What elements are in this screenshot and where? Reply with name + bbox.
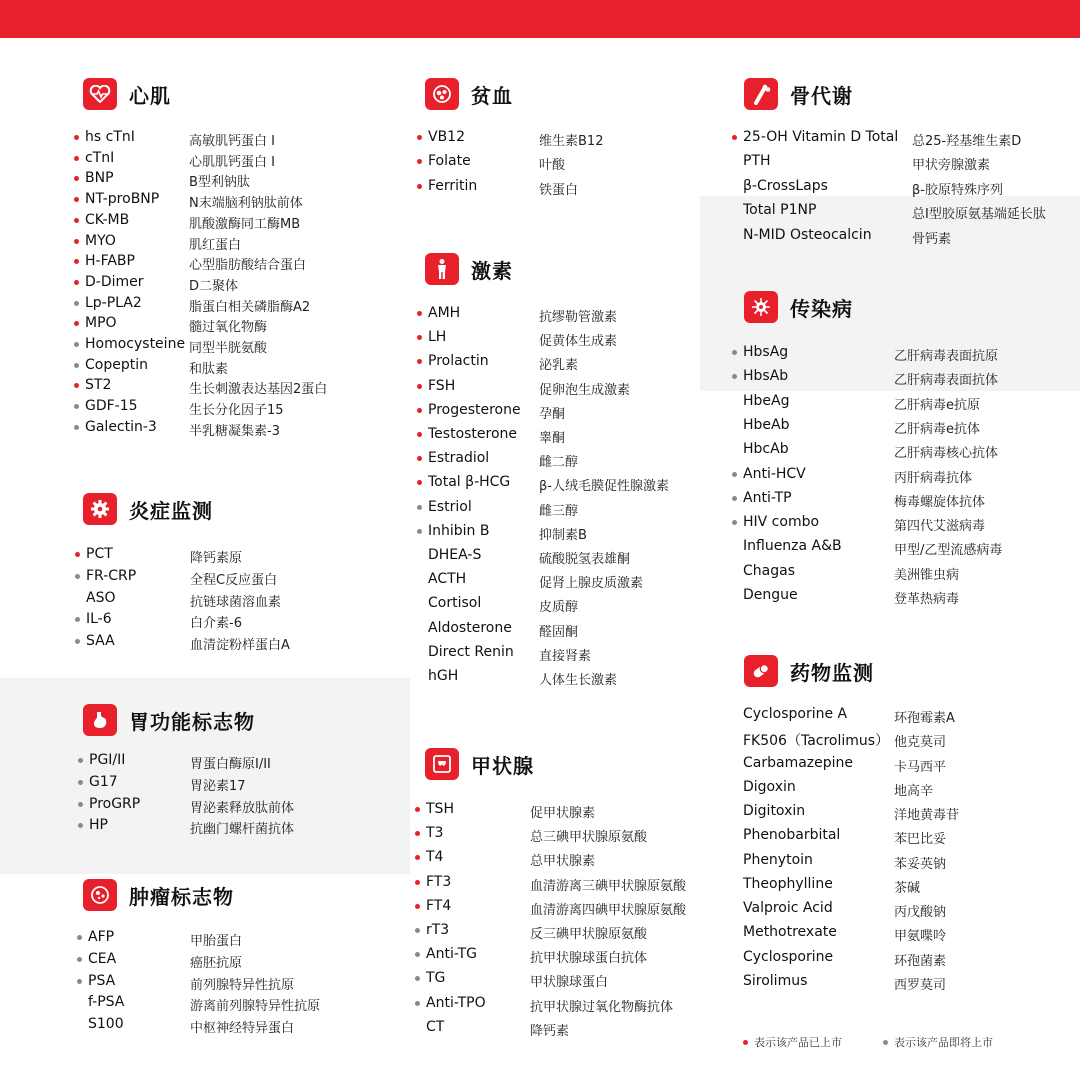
- section-header: [744, 291, 853, 323]
- item-english-name: FT3: [426, 873, 452, 890]
- item-chinese-name: 抗链球菌溶血素: [190, 594, 282, 610]
- item-english-name: MYO: [85, 232, 116, 249]
- item-english-name: rT3: [426, 922, 450, 938]
- item-chinese-name: β-胶原特殊序列: [912, 182, 1003, 198]
- upcoming-dot: [74, 404, 79, 409]
- upcoming-dot: [74, 301, 79, 306]
- item-chinese-name: 总25-羟基维生素D: [912, 134, 1022, 149]
- item-chinese-name: 肌酸激酶同工酶MB: [189, 216, 301, 232]
- item-english-name: cTnI: [85, 149, 115, 166]
- blood-cells-icon: [425, 78, 459, 110]
- launched-dot: [74, 135, 79, 140]
- item-chinese-name: 游离前列腺特异性抗原: [190, 999, 321, 1015]
- item-chinese-name: β-人绒毛膜促性腺激素: [539, 479, 669, 495]
- item-english-name: G17: [89, 773, 118, 790]
- item-english-name: HP: [89, 817, 108, 834]
- section-anemia: [425, 78, 604, 198]
- item-english-name: hs cTnI: [85, 129, 135, 145]
- section-header: [83, 493, 213, 525]
- item-english-name: Total P1NP: [743, 202, 817, 219]
- item-english-name: Carbamazepine: [743, 754, 854, 771]
- item-chinese-name: 生长刺激表达基因2蛋白: [189, 382, 328, 398]
- item-english-name: PCT: [86, 546, 113, 562]
- item-chinese-name: 维生素B12: [539, 134, 604, 149]
- item-chinese-name: 血清游离三碘甲状腺原氨酸: [530, 878, 687, 894]
- item-chinese-name: D二聚体: [189, 278, 239, 294]
- legend-upcoming: [883, 1034, 993, 1050]
- item-chinese-name: 总三碘甲状腺原氨酸: [530, 830, 648, 846]
- section-header: [83, 879, 234, 911]
- item-chinese-name: 地高辛: [894, 783, 934, 799]
- item-chinese-name: 血清淀粉样蛋白A: [190, 638, 290, 654]
- item-chinese-name: 乙肝病毒表面抗原: [894, 349, 999, 364]
- item-english-name: f-PSA: [88, 994, 125, 1011]
- item-chinese-name: 抗缪勒管激素: [539, 310, 618, 325]
- launched-dot: [415, 807, 420, 812]
- item-english-name: N-MID Osteocalcin: [743, 226, 872, 243]
- item-english-name: Anti-TPO: [426, 994, 486, 1011]
- item-chinese-name: 白介素-6: [190, 616, 242, 632]
- item-english-name: β-CrossLaps: [743, 177, 828, 194]
- upcoming-dot: [78, 802, 83, 807]
- item-english-name: Cyclosporine A: [743, 706, 848, 722]
- item-chinese-name: 心肌肌钙蛋白 I: [189, 154, 275, 170]
- item-chinese-name: 反三碘甲状腺原氨酸: [530, 927, 648, 942]
- item-chinese-name: 环孢菌素: [894, 953, 947, 969]
- item-english-name: CK-MB: [85, 211, 130, 228]
- launched-dot: [74, 383, 79, 388]
- item-chinese-name: 甲状腺球蛋白: [530, 975, 609, 991]
- section-header: [744, 78, 853, 110]
- item-english-name: Lp-PLA2: [85, 294, 142, 311]
- item-english-name: S100: [88, 1016, 124, 1033]
- section-title: 激素: [471, 258, 513, 283]
- launched-dot: [417, 359, 422, 364]
- item-chinese-name: 骨钙素: [912, 231, 952, 247]
- item-english-name: NT-proBNP: [85, 191, 160, 208]
- item-chinese-name: 高敏肌钙蛋白 I: [189, 134, 275, 149]
- item-chinese-name: 总I型胶原氨基端延长肽: [912, 207, 1046, 223]
- item-english-name: Total β-HCG: [428, 474, 511, 491]
- launched-dot: [415, 880, 420, 885]
- launched-dot: [417, 184, 422, 189]
- launched-dot: [415, 855, 420, 860]
- item-chinese-name: 环孢霉素A: [894, 711, 955, 726]
- upcoming-dot: [732, 472, 737, 477]
- item-english-name: Aldosterone: [428, 619, 512, 636]
- item-english-name: Anti-TG: [426, 946, 477, 963]
- item-chinese-name: 孕酮: [539, 406, 566, 422]
- legend-launched: [743, 1034, 842, 1050]
- thyroid-icon: [425, 748, 459, 780]
- item-english-name: PGI/II: [89, 752, 126, 768]
- bone-icon: [744, 78, 778, 110]
- item-chinese-name: 总甲状腺素: [530, 854, 596, 870]
- section-header: [83, 704, 255, 736]
- item-chinese-name: 癌胚抗原: [190, 955, 243, 971]
- item-english-name: ASO: [86, 589, 116, 606]
- item-chinese-name: 丙肝病毒抗体: [894, 470, 973, 486]
- item-english-name: Folate: [428, 153, 471, 170]
- upcoming-dot: [732, 520, 737, 525]
- upcoming-dot: [75, 574, 80, 579]
- section-title: 骨代谢: [790, 83, 853, 108]
- item-english-name: BNP: [85, 170, 114, 187]
- item-chinese-name: 泌乳素: [539, 358, 579, 374]
- launched-dot: [417, 135, 422, 140]
- section-bone: [743, 78, 1046, 247]
- item-english-name: FSH: [428, 377, 456, 394]
- launched-dot: [417, 432, 422, 437]
- launched-dot: [74, 156, 79, 161]
- item-chinese-name: 全程C反应蛋白: [190, 572, 278, 588]
- item-english-name: Anti-HCV: [743, 465, 806, 482]
- item-chinese-name: 雌三醇: [539, 503, 579, 519]
- item-chinese-name: 同型半胱氨酸: [189, 341, 268, 356]
- launched-dot: [417, 159, 422, 164]
- item-chinese-name: 促肾上腺皮质激素: [539, 576, 644, 592]
- item-english-name: Ferritin: [428, 177, 478, 194]
- item-english-name: Estriol: [428, 498, 472, 515]
- item-chinese-name: 甲氨喋呤: [894, 929, 947, 945]
- item-chinese-name: B型利钠肽: [189, 175, 250, 191]
- upcoming-dot: [78, 758, 83, 763]
- launched-dot: [417, 456, 422, 461]
- pill-icon: [744, 655, 778, 687]
- item-chinese-name: 乙肝病毒核心抗体: [894, 446, 999, 462]
- item-english-name: Dengue: [743, 587, 798, 603]
- item-english-name: HbeAg: [743, 392, 790, 409]
- section-header: [425, 78, 513, 110]
- item-chinese-name: 胃蛋白酶原I/II: [190, 757, 271, 772]
- item-chinese-name: 降钙素原: [190, 551, 243, 566]
- upcoming-dot: [415, 952, 420, 957]
- item-chinese-name: 髓过氧化物酶: [189, 320, 268, 336]
- upcoming-dot: [75, 617, 80, 622]
- item-english-name: IL-6: [86, 611, 112, 628]
- body-icon: [425, 253, 459, 285]
- item-english-name: Phenobarbital: [743, 827, 841, 844]
- section-header: [83, 78, 171, 110]
- item-chinese-name: 抗甲状腺球蛋白抗体: [530, 951, 648, 967]
- item-english-name: GDF-15: [85, 398, 138, 415]
- item-chinese-name: 卡马西平: [894, 759, 947, 775]
- upcoming-dot: [75, 639, 80, 644]
- upcoming-dot: [415, 928, 420, 933]
- gear-icon: [83, 493, 117, 525]
- item-chinese-name: 脂蛋白相关磷脂酶A2: [189, 299, 311, 315]
- item-chinese-name: 促甲状腺素: [530, 806, 596, 821]
- item-chinese-name: 心型脂肪酸结合蛋白: [189, 258, 307, 274]
- item-english-name: Methotrexate: [743, 924, 837, 941]
- item-chinese-name: 雌二醇: [539, 455, 579, 471]
- item-chinese-name: 苯巴比妥: [894, 832, 947, 848]
- item-english-name: HbcAb: [743, 441, 789, 458]
- virus-icon: [744, 291, 778, 323]
- item-chinese-name: 抗甲状腺过氧化物酶抗体: [530, 999, 674, 1015]
- item-english-name: AMH: [428, 305, 461, 321]
- item-english-name: MPO: [85, 315, 117, 332]
- launched-dot: [415, 904, 420, 909]
- item-chinese-name: 生长分化因子15: [189, 403, 284, 419]
- section-infectious: [743, 291, 1003, 607]
- item-english-name: Copeptin: [85, 356, 148, 373]
- section-hormone: [425, 253, 669, 688]
- upcoming-dot: [74, 425, 79, 430]
- section-title: 传染病: [790, 296, 853, 321]
- upcoming-dot: [74, 363, 79, 368]
- item-english-name: Cortisol: [428, 595, 482, 612]
- section-title: 胃功能标志物: [129, 709, 255, 734]
- item-chinese-name: 苯妥英钠: [894, 856, 947, 872]
- item-english-name: Sirolimus: [743, 972, 808, 989]
- item-chinese-name: 肌红蛋白: [189, 237, 242, 253]
- item-english-name: PSA: [88, 972, 116, 989]
- launched-dot: [415, 831, 420, 836]
- launched-dot: [417, 480, 422, 485]
- item-chinese-name: 美洲锥虫病: [894, 567, 960, 583]
- section-title: 肿瘤标志物: [129, 884, 234, 909]
- item-chinese-name: 抑制素B: [539, 527, 587, 543]
- upcoming-dot: [77, 979, 82, 984]
- launched-dot: [417, 408, 422, 413]
- upcoming-dot: [417, 505, 422, 510]
- upcoming-dot: [415, 976, 420, 981]
- item-english-name: Anti-TP: [743, 489, 792, 506]
- section-tumor: [83, 879, 321, 1037]
- item-chinese-name: N末端脑利钠肽前体: [189, 196, 303, 212]
- item-english-name: HbsAg: [743, 344, 789, 360]
- launched-dot: [75, 552, 80, 557]
- item-english-name: Theophylline: [743, 875, 833, 892]
- item-chinese-name: 甲型/乙型流感病毒: [894, 543, 1003, 559]
- item-english-name: 25-OH Vitamin D Total: [743, 129, 899, 145]
- cell-icon: [83, 879, 117, 911]
- item-chinese-name: 第四代艾滋病毒: [894, 519, 986, 535]
- section-header: [744, 655, 874, 687]
- item-english-name: Cyclosporine: [743, 948, 834, 965]
- section-drug: [743, 655, 960, 993]
- launched-dot: [74, 218, 79, 223]
- item-chinese-name: 胃泌素释放肽前体: [190, 800, 295, 816]
- item-english-name: hGH: [428, 668, 459, 684]
- legend-red-dot: [743, 1040, 748, 1045]
- upcoming-dot: [77, 935, 82, 940]
- item-english-name: VB12: [428, 129, 465, 145]
- section-gastric: [83, 704, 295, 838]
- legend-upcoming-text: 表示该产品即将上市: [894, 1036, 993, 1049]
- launched-dot: [74, 280, 79, 285]
- item-chinese-name: 丙戊酸钠: [894, 905, 947, 920]
- section-title: 甲状腺: [471, 753, 534, 778]
- upcoming-dot: [74, 342, 79, 347]
- launched-dot: [74, 176, 79, 181]
- upcoming-dot: [78, 780, 83, 785]
- item-english-name: FT4: [426, 897, 452, 914]
- item-english-name: TSH: [426, 801, 454, 817]
- item-chinese-name: 促黄体生成素: [539, 334, 618, 350]
- item-chinese-name: 叶酸: [539, 158, 566, 174]
- item-english-name: Direct Renin: [428, 643, 514, 660]
- item-english-name: Estradiol: [428, 450, 490, 467]
- item-chinese-name: 促卵泡生成激素: [539, 382, 631, 398]
- item-english-name: ACTH: [428, 571, 467, 588]
- item-chinese-name: 甲状旁腺激素: [912, 158, 991, 174]
- launched-dot: [74, 259, 79, 264]
- top-red-bar: [0, 0, 1080, 38]
- item-chinese-name: 登革热病毒: [894, 592, 960, 607]
- item-english-name: Phenytoin: [743, 851, 813, 868]
- section-header: [425, 253, 513, 285]
- item-chinese-name: 皮质醇: [539, 600, 579, 616]
- launched-dot: [74, 197, 79, 202]
- item-english-name: D-Dimer: [85, 273, 144, 290]
- item-english-name: Influenza A&B: [743, 538, 842, 555]
- item-english-name: Inhibin B: [428, 522, 490, 539]
- launched-dot: [74, 321, 79, 326]
- item-english-name: AFP: [88, 929, 115, 945]
- stomach-icon: [83, 704, 117, 736]
- item-english-name: HbeAb: [743, 416, 790, 433]
- section-title: 心肌: [129, 83, 171, 108]
- item-chinese-name: 西罗莫司: [894, 977, 947, 993]
- item-english-name: ST2: [85, 377, 112, 394]
- item-english-name: Testosterone: [428, 426, 518, 442]
- section-thyroid: [425, 748, 687, 1039]
- launched-dot: [74, 239, 79, 244]
- item-english-name: Galectin-3: [85, 418, 157, 435]
- upcoming-dot: [732, 350, 737, 355]
- upcoming-dot: [415, 1001, 420, 1006]
- item-chinese-name: 半乳糖凝集素-3: [189, 423, 280, 439]
- item-english-name: DHEA-S: [428, 547, 482, 563]
- item-english-name: FR-CRP: [86, 567, 137, 584]
- item-chinese-name: 前列腺特异性抗原: [190, 977, 295, 993]
- section-header: [425, 748, 534, 780]
- section-title: 贫血: [471, 83, 513, 108]
- item-english-name: FK506（Tacrolimus）: [743, 733, 890, 750]
- item-chinese-name: 洋地黄毒苷: [894, 808, 960, 823]
- item-english-name: Prolactin: [428, 353, 489, 370]
- upcoming-dot: [417, 529, 422, 534]
- item-english-name: PTH: [743, 153, 771, 170]
- section-title: 炎症监测: [129, 498, 213, 523]
- launched-dot: [732, 135, 737, 140]
- item-english-name: SAA: [86, 633, 115, 650]
- item-english-name: Progesterone: [428, 401, 521, 418]
- item-chinese-name: 和肽素: [189, 361, 229, 377]
- item-chinese-name: 铁蛋白: [539, 182, 579, 198]
- heart-pulse-icon: [83, 78, 117, 110]
- item-english-name: H-FABP: [85, 253, 135, 270]
- item-chinese-name: 他克莫司: [894, 735, 947, 751]
- item-chinese-name: 睾酮: [539, 431, 566, 446]
- legend-launched-text: 表示该产品已上市: [754, 1036, 842, 1049]
- section-title: 药物监测: [790, 660, 874, 685]
- item-chinese-name: 醛固酮: [539, 624, 579, 640]
- item-chinese-name: 乙肝病毒表面抗体: [894, 373, 999, 389]
- upcoming-dot: [77, 957, 82, 962]
- item-english-name: HIV combo: [743, 514, 820, 531]
- item-chinese-name: 人体生长激素: [539, 673, 618, 688]
- item-chinese-name: 梅毒螺旋体抗体: [894, 494, 986, 510]
- item-chinese-name: 甲胎蛋白: [190, 934, 243, 949]
- item-english-name: LH: [428, 329, 447, 346]
- item-english-name: Chagas: [743, 562, 795, 579]
- item-chinese-name: 硫酸脱氢表雄酮: [539, 552, 631, 567]
- item-chinese-name: 直接肾素: [539, 648, 592, 664]
- item-chinese-name: 中枢神经特异蛋白: [190, 1021, 295, 1037]
- item-chinese-name: 乙肝病毒e抗原: [894, 397, 980, 413]
- item-english-name: Digitoxin: [743, 803, 806, 819]
- item-english-name: Homocysteine: [85, 336, 186, 352]
- item-chinese-name: 乙肝病毒e抗体: [894, 421, 980, 437]
- item-english-name: Valproic Acid: [743, 900, 833, 916]
- legend-gray-dot: [883, 1040, 888, 1045]
- item-english-name: CEA: [88, 950, 117, 967]
- item-english-name: CT: [426, 1018, 445, 1035]
- item-chinese-name: 血清游离四碘甲状腺原氨酸: [530, 902, 687, 918]
- item-chinese-name: 抗幽门螺杆菌抗体: [190, 822, 295, 838]
- item-english-name: TG: [426, 970, 446, 987]
- item-english-name: HbsAb: [743, 368, 789, 385]
- item-chinese-name: 茶碱: [894, 880, 921, 896]
- section-inflammation: [83, 493, 290, 654]
- item-english-name: Digoxin: [743, 778, 796, 795]
- launched-dot: [417, 384, 422, 389]
- item-chinese-name: 胃泌素17: [190, 778, 246, 794]
- item-english-name: T3: [426, 825, 444, 842]
- upcoming-dot: [732, 496, 737, 501]
- launched-dot: [417, 335, 422, 340]
- item-english-name: T4: [426, 849, 444, 866]
- item-chinese-name: 降钙素: [530, 1023, 570, 1039]
- section-cardiac: [83, 78, 328, 439]
- launched-dot: [417, 311, 422, 316]
- item-english-name: ProGRP: [89, 795, 141, 812]
